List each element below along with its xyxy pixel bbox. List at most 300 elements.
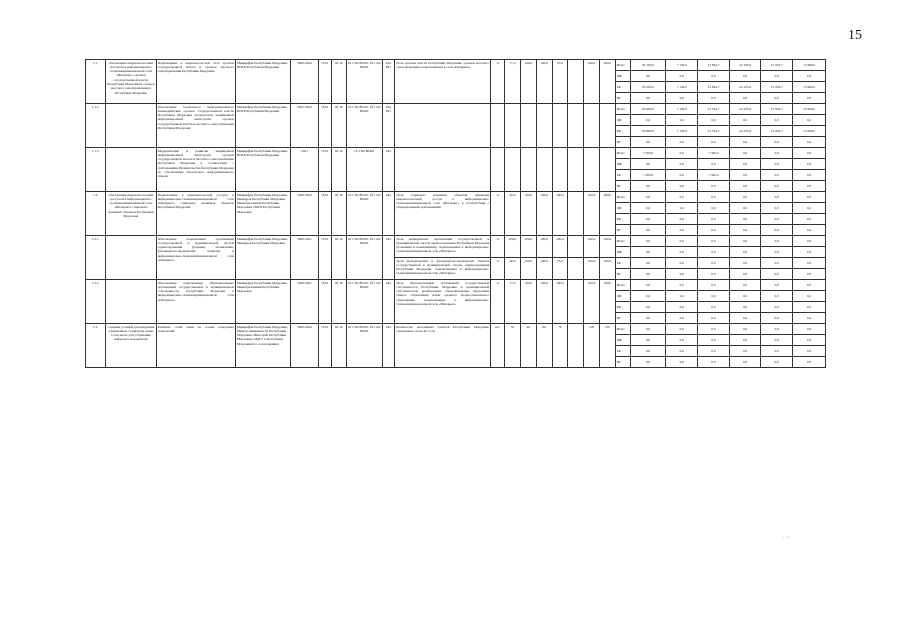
funding-amount: 0,0 (666, 93, 698, 104)
funding-amount: 0,0 (698, 357, 730, 368)
row-indicator (395, 148, 491, 192)
funding-source: РБ (615, 258, 630, 269)
funding-source: ВС (615, 137, 630, 148)
row-indicator (395, 104, 491, 148)
table-row (86, 324, 826, 335)
funding-amount: 0,0 (761, 115, 793, 126)
scan-mark: .. ..- (782, 535, 790, 540)
row-indicator: Доля органов власти Республики Мордовия, органов местного самоуправления, подключенных к сети «Интернет» (395, 60, 491, 104)
row-section: 04 10 (331, 236, 346, 280)
row-indicator: Доля медицинских организаций государственной и муниципальной систем здравоохранения Республики Мордовия (больницы и поликлиники), подключенных к информационно-телекоммуникационной сети «Интернет» (395, 236, 491, 258)
funding-amount: 0,0 (729, 324, 761, 335)
indicator-value: 75,0 (552, 258, 568, 280)
row-measure: Модернизация и развитие защищенной информационной магистрали органов государственной власти и местного самоуправления Республики Мордовия в соответствии с требованиями Правительства Республики Мордовия по обеспечению безопасного информационного обмена (156, 148, 235, 192)
funding-amount: 15 934,7 (761, 60, 793, 71)
funding-amount: 0,0 (729, 71, 761, 82)
funding-amount: 0,0 (793, 71, 826, 82)
indicator-value: 200,0 (599, 192, 615, 236)
indicator-value: 100,0 (584, 60, 600, 104)
indicator-value: 100,0 (536, 60, 552, 104)
funding-amount: 0,0 (698, 269, 730, 280)
indicator-value: 35 (505, 324, 521, 368)
funding-amount: 0,0 (729, 214, 761, 225)
row-grbs: 834 (319, 104, 332, 148)
row-indicator: Количество населенных пунктов Республики Мордовия, охваченных сетью 4G и 5G (395, 324, 491, 368)
funding-amount: 0,0 (630, 192, 666, 203)
funding-amount: 0,0 (666, 258, 698, 269)
row-period: 2020-2024 (290, 324, 319, 368)
funding-amount: 0,0 (729, 115, 761, 126)
indicator-value (599, 148, 615, 192)
funding-amount: 0,0 (793, 357, 826, 368)
funding-amount: 0,0 (666, 203, 698, 214)
funding-amount: 0,0 (698, 346, 730, 357)
funding-amount: 0,0 (698, 137, 730, 148)
row-section: 04 10 (331, 280, 346, 324)
row-target-article: 18 1 D2 80410, 18 1 D2 80420 (346, 324, 382, 368)
funding-amount: 0,0 (793, 280, 826, 291)
funding-amount: 0,0 (761, 335, 793, 346)
indicator-value (552, 148, 568, 192)
row-unit: % (491, 258, 505, 280)
funding-amount: 0,0 (630, 137, 666, 148)
funding-amount: 0,0 (793, 324, 826, 335)
indicator-value: 100,0 (536, 280, 552, 324)
row-measure: Подключение к широкополосной сети органов государственной власти и органов местного самоуправления Республики Мордовия (156, 60, 235, 104)
funding-amount: 0,0 (666, 335, 698, 346)
funding-amount: 0,0 (666, 170, 698, 181)
funding-source: РБ (615, 170, 630, 181)
funding-amount: 0,0 (666, 181, 698, 192)
funding-amount: 85 265,0 (630, 82, 666, 93)
indicator-value: 100,0 (536, 192, 552, 236)
funding-amount: 0,0 (761, 313, 793, 324)
indicator-value: 40,0 (505, 258, 521, 280)
indicator-value: 100,0 (520, 236, 536, 258)
funding-amount: 0,0 (666, 137, 698, 148)
funding-amount: 0,0 (793, 291, 826, 302)
table-row (86, 236, 826, 247)
row-unit: % (491, 192, 505, 236)
row-unit (491, 148, 505, 192)
row-code: 1.1.3. (86, 148, 106, 192)
funding-amount: 0,0 (698, 93, 730, 104)
funding-amount: 0,0 (793, 302, 826, 313)
row-expense-type: 244 (382, 192, 395, 236)
funding-amount: 0,0 (666, 71, 698, 82)
indicator-value: 100,0 (520, 60, 536, 104)
row-indicator: Доля образовательных организаций государственной собственности Республики Мордовия и муниципальной собственности, реализующих образовательные программы общего образования и/или среднего профессионального образования, подключенных к информационно-телекоммуникационной сети «Интернет» (395, 280, 491, 324)
funding-amount: 0,0 (761, 357, 793, 368)
indicator-value: 100,0 (599, 236, 615, 258)
funding-amount: 0,0 (761, 170, 793, 181)
funding-amount: 0,0 (666, 346, 698, 357)
funding-amount: 0,0 (666, 302, 698, 313)
funding-amount: 0,0 (793, 93, 826, 104)
row-grbs: 834 (319, 324, 332, 368)
funding-amount: 0,0 (666, 324, 698, 335)
funding-amount: 7 130,0 (666, 126, 698, 137)
funding-amount: 0,0 (630, 181, 666, 192)
funding-amount: 0,0 (666, 269, 698, 280)
row-period: 2020-2021 (290, 280, 319, 324)
funding-amount: 0,0 (793, 214, 826, 225)
funding-amount: 24 105,6 (729, 60, 761, 71)
funding-amount: 0,0 (793, 236, 826, 247)
funding-amount: 7 130,0 (666, 82, 698, 93)
table-row (86, 60, 826, 71)
indicator-value: 100,0 (536, 258, 552, 280)
funding-source: ФБ (615, 203, 630, 214)
indicator-value (568, 60, 584, 104)
funding-source: РБ (615, 126, 630, 137)
row-measure: Обеспечение подключения образовательных организаций государственной и муниципальной собственности Республики Мордовия к информационно-телекоммуникационной сети «Интернет» (156, 280, 235, 324)
funding-source: ФБ (615, 115, 630, 126)
funding-amount: 0,0 (630, 357, 666, 368)
funding-amount: 0,0 (761, 280, 793, 291)
funding-amount: 15 934,7 (761, 126, 793, 137)
funding-amount: 0,0 (698, 280, 730, 291)
indicator-value: 77,0 (505, 60, 521, 104)
funding-amount: 0,0 (698, 115, 730, 126)
funding-amount: 0,0 (761, 258, 793, 269)
funding-source: РБ (615, 346, 630, 357)
funding-amount: 23 794,7 (698, 104, 730, 115)
indicator-value: 200,0 (599, 60, 615, 104)
row-grbs: 834 (319, 148, 332, 192)
indicator-value: 100,0 (552, 280, 568, 324)
indicator-value: 100,0 (584, 258, 600, 280)
funding-amount: 0,0 (666, 192, 698, 203)
funding-amount: 24 105,6 (729, 104, 761, 115)
row-executor: Минцифры Республики Мордовия, Минобразования Республики Мордовия (235, 280, 290, 324)
funding-amount: 85 265,0 (630, 60, 666, 71)
row-measure: Обеспечение подключения организаций государственной и муниципальной систем здравоохранения (больниц, поликлиник, фельдшерско-акушерских пунктов) к информационно-телекоммуникационной сети «Интернет» (156, 236, 235, 280)
indicator-value (568, 280, 584, 324)
funding-source: Всего (615, 60, 630, 71)
funding-source: Всего (615, 192, 630, 203)
row-task: обеспечение широкополосным доступом к информационно-телекоммуникационной сети «Интернет» органов государственной власти Республики Мордовия и органов местного самоуправления в Республике Мордовия (106, 60, 157, 104)
funding-amount: 0,0 (630, 236, 666, 247)
row-measure: Подключение к широкополосной доступу к информационно-телекоммуникационной сети «Интернет» социально значимых объектов Республики Мордовия (156, 192, 235, 236)
row-expense-type: 244 (382, 280, 395, 324)
indicator-value (568, 258, 584, 280)
funding-amount: 7 130,0 (666, 60, 698, 71)
funding-amount: 0,0 (729, 236, 761, 247)
funding-amount: 0,0 (666, 280, 698, 291)
funding-amount: 0,0 (630, 302, 666, 313)
indicator-value: 50,0 (505, 192, 521, 236)
indicator-value: 100,0 (599, 258, 615, 280)
row-section: 04 10 (331, 104, 346, 148)
indicator-value: 100,0 (552, 236, 568, 258)
indicator-value: 100,0 (520, 280, 536, 324)
funding-amount: 24 105,6 (729, 82, 761, 93)
row-grbs: 834 (319, 192, 332, 236)
funding-amount: 0,0 (630, 346, 666, 357)
row-target-article: 18 1 D2 80410 (346, 148, 382, 192)
funding-amount: 0,0 (729, 335, 761, 346)
row-grbs: 834 (319, 236, 332, 280)
indicator-value (536, 148, 552, 192)
funding-amount: 0,0 (793, 115, 826, 126)
row-section: 04 10 (331, 148, 346, 192)
indicator-value (568, 148, 584, 192)
table-row (86, 192, 826, 203)
row-code: 1.1. (86, 60, 106, 104)
indicator-value (568, 104, 584, 148)
funding-source: Всего (615, 236, 630, 247)
funding-amount: 0,0 (698, 225, 730, 236)
row-section: 04 10 (331, 60, 346, 104)
funding-amount: 0,0 (630, 258, 666, 269)
funding-amount: 7 300,0 (698, 148, 730, 159)
funding-source: ФБ (615, 335, 630, 346)
funding-amount: 15 934,7 (761, 82, 793, 93)
funding-amount: 0,0 (729, 280, 761, 291)
funding-amount: 0,0 (761, 291, 793, 302)
row-unit: % (491, 236, 505, 258)
funding-amount: 0,0 (698, 324, 730, 335)
row-target-article: 18 1 D2 80410, 18 1 D2 80420 (346, 236, 382, 280)
row-period: 2020-2024 (290, 60, 319, 104)
funding-amount: 0,0 (698, 159, 730, 170)
funding-amount: 0,0 (793, 203, 826, 214)
funding-amount: 0,0 (793, 258, 826, 269)
funding-amount: 0,0 (630, 313, 666, 324)
row-expense-type: 244 (382, 236, 395, 280)
funding-source: Всего (615, 324, 630, 335)
funding-source: Всего (615, 148, 630, 159)
funding-amount: 0,0 (793, 170, 826, 181)
funding-amount: 0,0 (729, 181, 761, 192)
funding-amount: 0,0 (761, 225, 793, 236)
funding-amount: 0,0 (630, 71, 666, 82)
indicator-value: 100,0 (505, 236, 521, 258)
funding-amount: 0,0 (729, 170, 761, 181)
funding-amount: 0,0 (729, 148, 761, 159)
funding-amount: 0,0 (698, 302, 730, 313)
funding-amount: 0,0 (630, 214, 666, 225)
funding-amount: 0,0 (761, 203, 793, 214)
funding-source: ВС (615, 93, 630, 104)
row-expense-type: 244 (382, 324, 395, 368)
row-executor: Минцифры Республики Мордовия, Минздрав Республики Мордовия, Минобразования Республики Мордовия, НОГБ Республики Мордовия (235, 192, 290, 236)
funding-amount: 23 794,7 (698, 126, 730, 137)
funding-amount: 0,0 (761, 93, 793, 104)
funding-amount: 7 300,0 (630, 170, 666, 181)
row-unit: % (491, 280, 505, 324)
row-target-article: 18 1 D2 80410, 18 1 D2 80420 (346, 104, 382, 148)
funding-source: ФБ (615, 71, 630, 82)
funding-amount: 0,0 (698, 291, 730, 302)
indicator-value: 40 (520, 324, 536, 368)
row-period: 2022-2024 (290, 104, 319, 148)
funding-amount: 0,0 (698, 313, 730, 324)
row-code: 1.2. (86, 192, 106, 236)
row-period: 2020-2024 (290, 192, 319, 236)
row-grbs: 834 (319, 280, 332, 324)
funding-amount: 0,0 (729, 313, 761, 324)
funding-amount: 85 965,0 (630, 104, 666, 115)
funding-amount: 0,0 (729, 258, 761, 269)
funding-amount: 0,0 (630, 225, 666, 236)
funding-amount: 24 105,6 (729, 126, 761, 137)
row-executor: Минцифры Республики Мордовия, НОГБ Республики Мордовия (235, 60, 290, 104)
funding-amount: 15 900,0 (793, 82, 826, 93)
funding-amount: 0,0 (698, 71, 730, 82)
table-row (86, 104, 826, 115)
funding-amount: 0,0 (666, 225, 698, 236)
row-unit: % (491, 60, 505, 104)
funding-amount: 0,0 (761, 192, 793, 203)
indicator-value: 70 (552, 324, 568, 368)
funding-amount: 0,0 (630, 269, 666, 280)
funding-amount: 0,0 (698, 236, 730, 247)
funding-amount: 0,0 (729, 192, 761, 203)
funding-amount: 0,0 (793, 181, 826, 192)
row-target-article: 18 1 D2 80410, 18 1 D2 80420 (346, 60, 382, 104)
indicator-value: 100,0 (584, 192, 600, 236)
indicator-value (568, 236, 584, 258)
funding-amount: 0,0 (729, 302, 761, 313)
funding-amount: 0,0 (630, 159, 666, 170)
table-row (86, 280, 826, 291)
funding-amount: 0,0 (666, 313, 698, 324)
funding-amount: 0,0 (793, 335, 826, 346)
indicator-value (505, 148, 521, 192)
indicator-value (520, 104, 536, 148)
indicator-value (584, 148, 600, 192)
funding-amount: 0,0 (630, 115, 666, 126)
page-number: 15 (848, 28, 862, 43)
indicator-value: 150 (599, 324, 615, 368)
row-target-article: 18 1 D2 80410, 18 1 D2 80420 (346, 280, 382, 324)
funding-source: РБ (615, 82, 630, 93)
indicator-value: 67,0 (552, 60, 568, 104)
funding-amount: 0,0 (793, 313, 826, 324)
funding-amount: 0,0 (761, 148, 793, 159)
funding-amount: 0,0 (761, 71, 793, 82)
funding-amount: 0,0 (793, 137, 826, 148)
funding-amount: 0,0 (630, 324, 666, 335)
funding-amount: 0,0 (761, 159, 793, 170)
funding-amount: 0,0 (729, 203, 761, 214)
indicator-value: 77,0 (505, 280, 521, 324)
funding-amount: 0,0 (793, 269, 826, 280)
funding-amount: 0,0 (761, 214, 793, 225)
indicator-value: 60 (536, 324, 552, 368)
funding-source: Всего (615, 104, 630, 115)
row-expense-type: 244 (382, 148, 395, 192)
indicator-value (505, 104, 521, 148)
funding-amount: 0,0 (793, 159, 826, 170)
indicator-value: 100,0 (520, 192, 536, 236)
row-section: 04 10 (331, 192, 346, 236)
funding-amount: 15 900,0 (793, 104, 826, 115)
indicator-value (552, 104, 568, 148)
funding-amount: 0,0 (761, 247, 793, 258)
row-executor: Минцифры Республики Мордовия, НОГБ Республики Мордовия (235, 104, 290, 148)
funding-amount: 0,0 (630, 203, 666, 214)
row-executor: Минцифры Республики Мордовия, НОГБ Республики Мордовия (235, 148, 290, 192)
row-code: 1.2.2. (86, 280, 106, 324)
funding-amount: 0,0 (793, 148, 826, 159)
funding-source: ФБ (615, 247, 630, 258)
funding-amount: 0,0 (666, 357, 698, 368)
funding-source: ВС (615, 181, 630, 192)
funding-amount: 0,0 (793, 247, 826, 258)
indicator-value: 100,0 (536, 236, 552, 258)
indicator-value: 100,0 (552, 192, 568, 236)
funding-amount: 0,0 (698, 192, 730, 203)
row-code: 1.1.2. (86, 104, 106, 148)
funding-amount: 0,0 (761, 346, 793, 357)
funding-amount: 0,0 (698, 258, 730, 269)
funding-source: ФБ (615, 291, 630, 302)
indicator-value (536, 104, 552, 148)
funding-source: РБ (615, 214, 630, 225)
funding-amount: 0,0 (729, 357, 761, 368)
funding-amount: 0,0 (630, 280, 666, 291)
program-measures-table (85, 59, 826, 368)
row-expense-type: 244, 831 (382, 104, 395, 148)
funding-amount: 0,0 (761, 302, 793, 313)
funding-amount: 7 300,0 (698, 170, 730, 181)
row-task (106, 148, 157, 192)
funding-amount: 0,0 (666, 159, 698, 170)
row-task (106, 236, 157, 280)
row-unit: шт. (491, 324, 505, 368)
row-period: 2020-2021 (290, 236, 319, 280)
funding-amount: 0,0 (698, 214, 730, 225)
funding-amount: 0,0 (666, 214, 698, 225)
indicator-value: 100,0 (520, 258, 536, 280)
row-task: обеспечение широкополосным доступом к информационно-телекоммуникационной сети «Интернет» социально значимых объектов Республики Мордовия (106, 192, 157, 236)
funding-amount: 0,0 (729, 346, 761, 357)
indicator-value: 100,0 (584, 280, 600, 324)
funding-amount: 0,0 (698, 203, 730, 214)
funding-amount: 85 965,0 (630, 126, 666, 137)
funding-amount: 0,0 (630, 93, 666, 104)
funding-amount: 0,0 (666, 148, 698, 159)
row-period: 2021 (290, 148, 319, 192)
row-executor: Минцифры Республики Мордовия, Минстроймашиности Республики Мордовия, Минстрой Республики Мордовия, ОМСУ в Республике Мордовия (по согласованию) (235, 324, 290, 368)
row-indicator: Доля фельдшерских и фельдшерско-акушерских пунктов государственной и муниципальной систем здравоохранения Республики Мордовия, подключенных к информационно-телекоммуникационной сети «Интернет» (395, 258, 491, 280)
funding-amount: 15 934,7 (761, 104, 793, 115)
row-indicator: Доля социально значимых объектов, имеющих широкополосный доступ к информационно-телекоммуникационной сети «Интернет» в соответствии с утвержденными требованиями (395, 192, 491, 236)
indicator-value (584, 104, 600, 148)
row-code: 1.2.1. (86, 236, 106, 280)
row-expense-type: 244, 831 (382, 60, 395, 104)
funding-source: ВС (615, 357, 630, 368)
funding-amount: 0,0 (666, 236, 698, 247)
row-task (106, 280, 157, 324)
funding-amount: 0,0 (761, 181, 793, 192)
funding-amount: 0,0 (729, 93, 761, 104)
funding-amount: 0,0 (630, 247, 666, 258)
funding-amount: 0,0 (666, 247, 698, 258)
funding-amount: 0,0 (729, 247, 761, 258)
row-task: создание условий для внедрения современных стандартов связи, в том числе для устранения цифрового неравенства (106, 324, 157, 368)
funding-amount: 0,0 (793, 225, 826, 236)
funding-source: ВС (615, 269, 630, 280)
funding-amount: 15 900,0 (793, 126, 826, 137)
row-unit (491, 104, 505, 148)
indicator-value (568, 324, 584, 368)
row-executor: Минцифры Республики Мордовия, Минздрав Республики Мордовия (235, 236, 290, 280)
funding-source: РБ (615, 302, 630, 313)
